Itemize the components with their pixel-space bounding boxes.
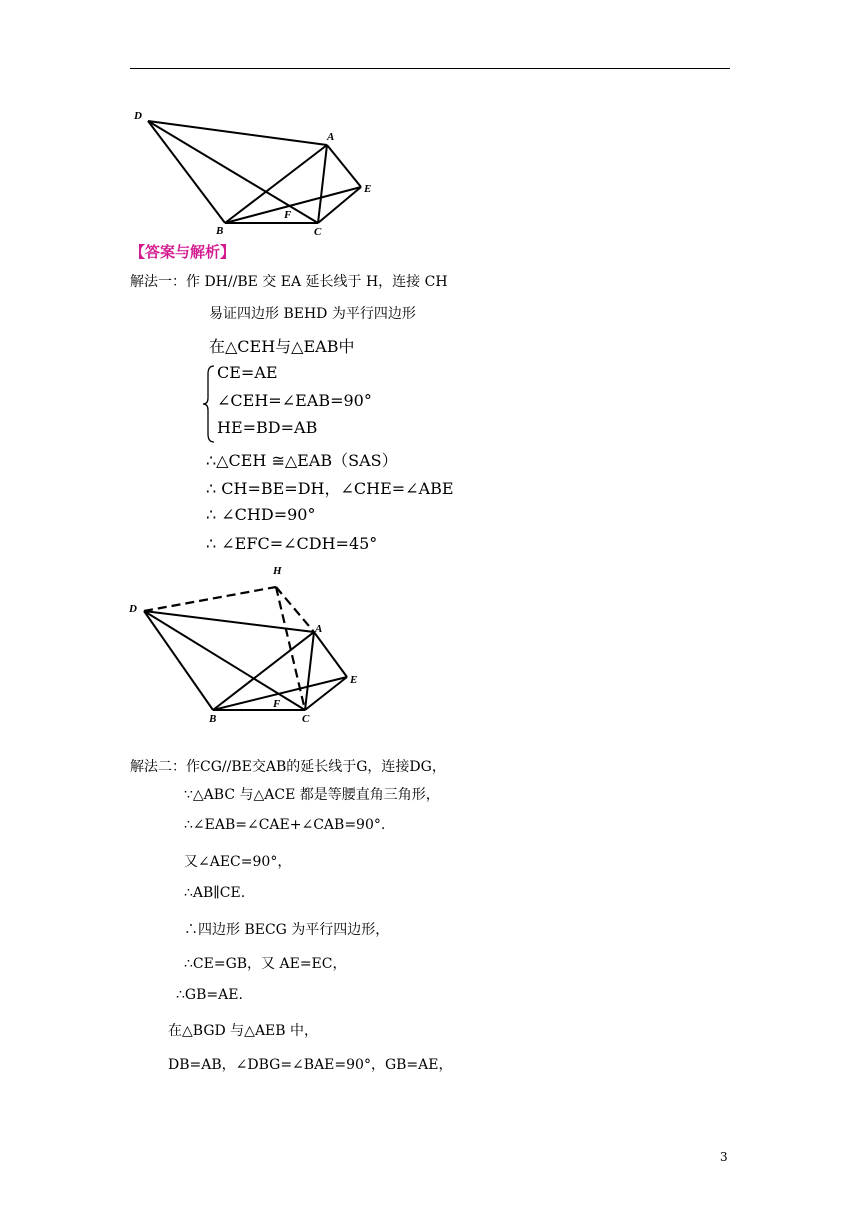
- label-D: D: [134, 110, 142, 122]
- brace-icon: [200, 364, 216, 444]
- geometry-figure-2: [126, 560, 376, 728]
- method2-intro: 解法二：作CG//BE交AB的延长线于G，连接DG，: [130, 759, 446, 775]
- label-C: C: [314, 226, 322, 238]
- method2-line4: ∴AB∥CE.: [184, 885, 246, 901]
- method1-intro: 解法一：作 DH//BE 交 EA 延长线于 H，连接 CH: [130, 274, 448, 290]
- method2-line2: ∴∠EAB=∠CAE+∠CAB=90°.: [184, 817, 386, 833]
- label-E: E: [364, 183, 372, 195]
- answer-heading: 【答案与解析】: [130, 243, 236, 261]
- method2-line6: ∴CE=GB，又 AE=EC，: [184, 956, 347, 972]
- label-B: B: [209, 713, 217, 725]
- brace-line-3: HE=BD=AB: [217, 418, 318, 437]
- label-E: E: [350, 674, 358, 686]
- label-A: A: [315, 623, 323, 635]
- method2-line3: 又∠AEC=90°，: [184, 854, 292, 870]
- label-F: F: [284, 209, 292, 221]
- method2-line5: ∴四边形 BECG 为平行四边形，: [184, 922, 390, 938]
- method2-line8: 在△BGD 与△AEB 中，: [168, 1023, 319, 1039]
- label-A: A: [327, 131, 335, 143]
- geometry-figure-1: [128, 104, 378, 238]
- method2-line9: DB=AB，∠DBG=∠BAE=90°，GB=AE，: [168, 1057, 453, 1073]
- page-number: 3: [720, 1150, 728, 1164]
- label-D: D: [129, 603, 137, 615]
- method2-line1: ∵△ABC 与△ACE 都是等腰直角三角形，: [184, 787, 440, 803]
- brace-line-2: ∠CEH=∠EAB=90°: [217, 391, 372, 410]
- method1-line2: 在△CEH与△EAB中: [209, 337, 355, 356]
- label-C: C: [302, 713, 310, 725]
- label-F: F: [273, 698, 281, 710]
- method2-line7: ∴GB=AE.: [176, 987, 243, 1003]
- header-rule: [130, 68, 730, 69]
- method1-line3: ∴△CEH ≅△EAB（SAS）: [206, 451, 398, 470]
- method1-line5: ∴ ∠CHD=90°: [206, 505, 316, 524]
- method1-line6: ∴ ∠EFC=∠CDH=45°: [206, 534, 378, 553]
- brace-line-1: CE=AE: [217, 363, 278, 382]
- label-H: H: [273, 565, 282, 577]
- method1-line1: 易证四边形 BEHD 为平行四边形: [209, 306, 416, 322]
- method1-line4: ∴ CH=BE=DH，∠CHE=∠ABE: [206, 479, 454, 498]
- label-B: B: [216, 225, 224, 237]
